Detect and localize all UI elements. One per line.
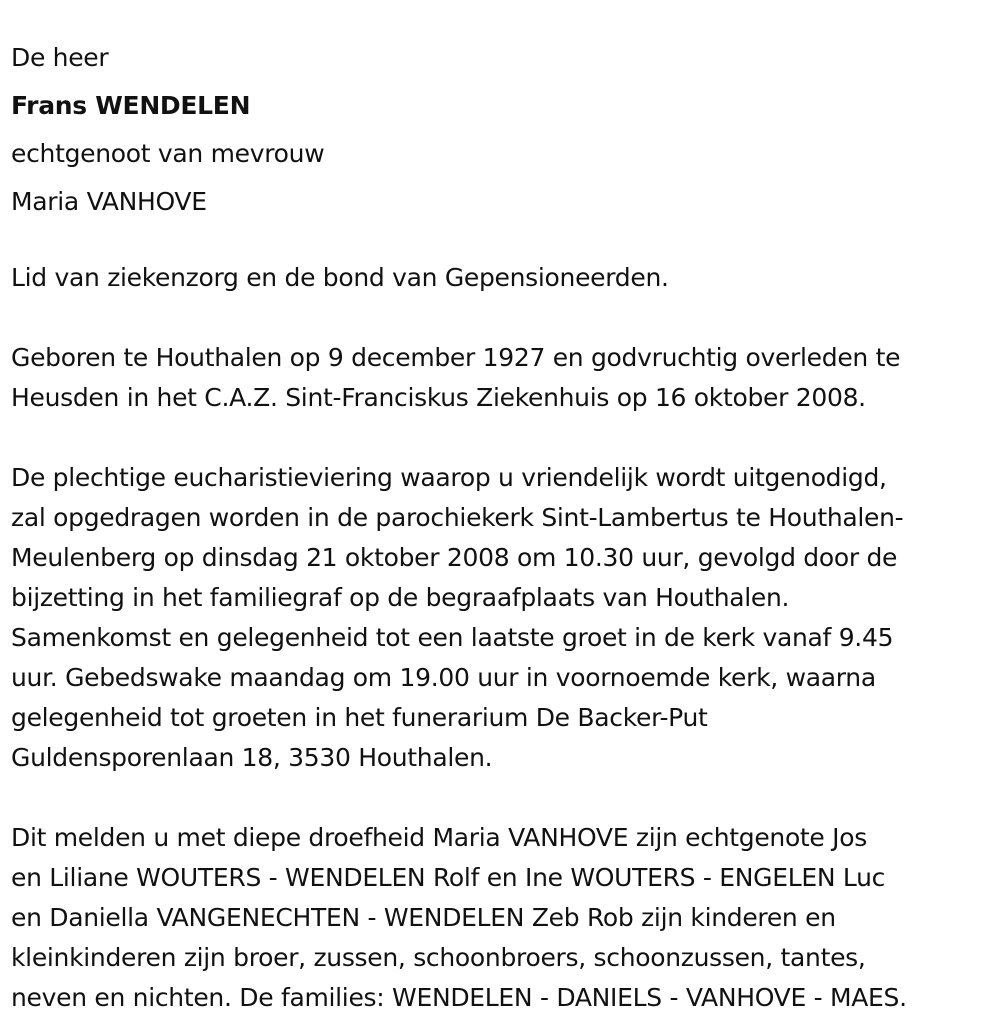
header-block — [11, 34, 996, 226]
ceremony-line: Meulenberg op dinsdag 21 oktober 2008 om 10.30 uur, gevolgd door de — [11, 543, 898, 572]
ceremony-line: gelegenheid tot groeten in het funerarium De Backer-Put — [11, 703, 708, 732]
announcement-line: neven en nichten. De families: WENDELEN - DANIELS - VANHOVE - MAES. — [11, 983, 907, 1012]
announcement-line: en Liliane WOUTERS - WENDELEN Rolf en Ine WOUTERS - ENGELEN Luc — [11, 863, 886, 892]
ceremony-line: zal opgedragen worden in de parochiekerk Sint-Lambertus te Houthalen- — [11, 503, 904, 532]
ceremony-line: uur. Gebedswake maandag om 19.00 uur in voornoemde kerk, waarna — [11, 663, 876, 692]
ceremony-paragraph — [11, 458, 996, 778]
spouse-name: Maria VANHOVE — [11, 187, 207, 216]
ceremony-line: De plechtige eucharistieviering waarop u vriendelijk wordt uitgenodigd, — [11, 463, 887, 492]
deceased-name: Frans WENDELEN — [11, 91, 251, 120]
ceremony-line: bijzetting in het familiegraf op de begraafplaats van Houthalen. — [11, 583, 790, 612]
obituary-document — [11, 34, 996, 1018]
membership-line: Lid van ziekenzorg en de bond van Gepensioneerden. — [11, 263, 669, 292]
membership-paragraph — [11, 258, 996, 298]
announcement-line: en Daniella VANGENECHTEN - WENDELEN Zeb Rob zijn kinderen en — [11, 903, 836, 932]
salutation: De heer — [11, 43, 109, 72]
relation-line: echtgenoot van mevrouw — [11, 139, 325, 168]
ceremony-line: Samenkomst en gelegenheid tot een laatste groet in de kerk vanaf 9.45 — [11, 623, 894, 652]
announcement-line: kleinkinderen zijn broer, zussen, schoonbroers, schoonzussen, tantes, — [11, 943, 866, 972]
ceremony-line: Guldensporenlaan 18, 3530 Houthalen. — [11, 743, 493, 772]
birth-death-paragraph — [11, 338, 996, 418]
announcement-paragraph — [11, 818, 996, 1018]
announcement-line: Dit melden u met diepe droefheid Maria VANHOVE zijn echtgenote Jos — [11, 823, 867, 852]
birth-death-line: Geboren te Houthalen op 9 december 1927 en godvruchtig overleden te — [11, 343, 901, 372]
birth-death-line: Heusden in het C.A.Z. Sint-Franciskus Ziekenhuis op 16 oktober 2008. — [11, 383, 866, 412]
